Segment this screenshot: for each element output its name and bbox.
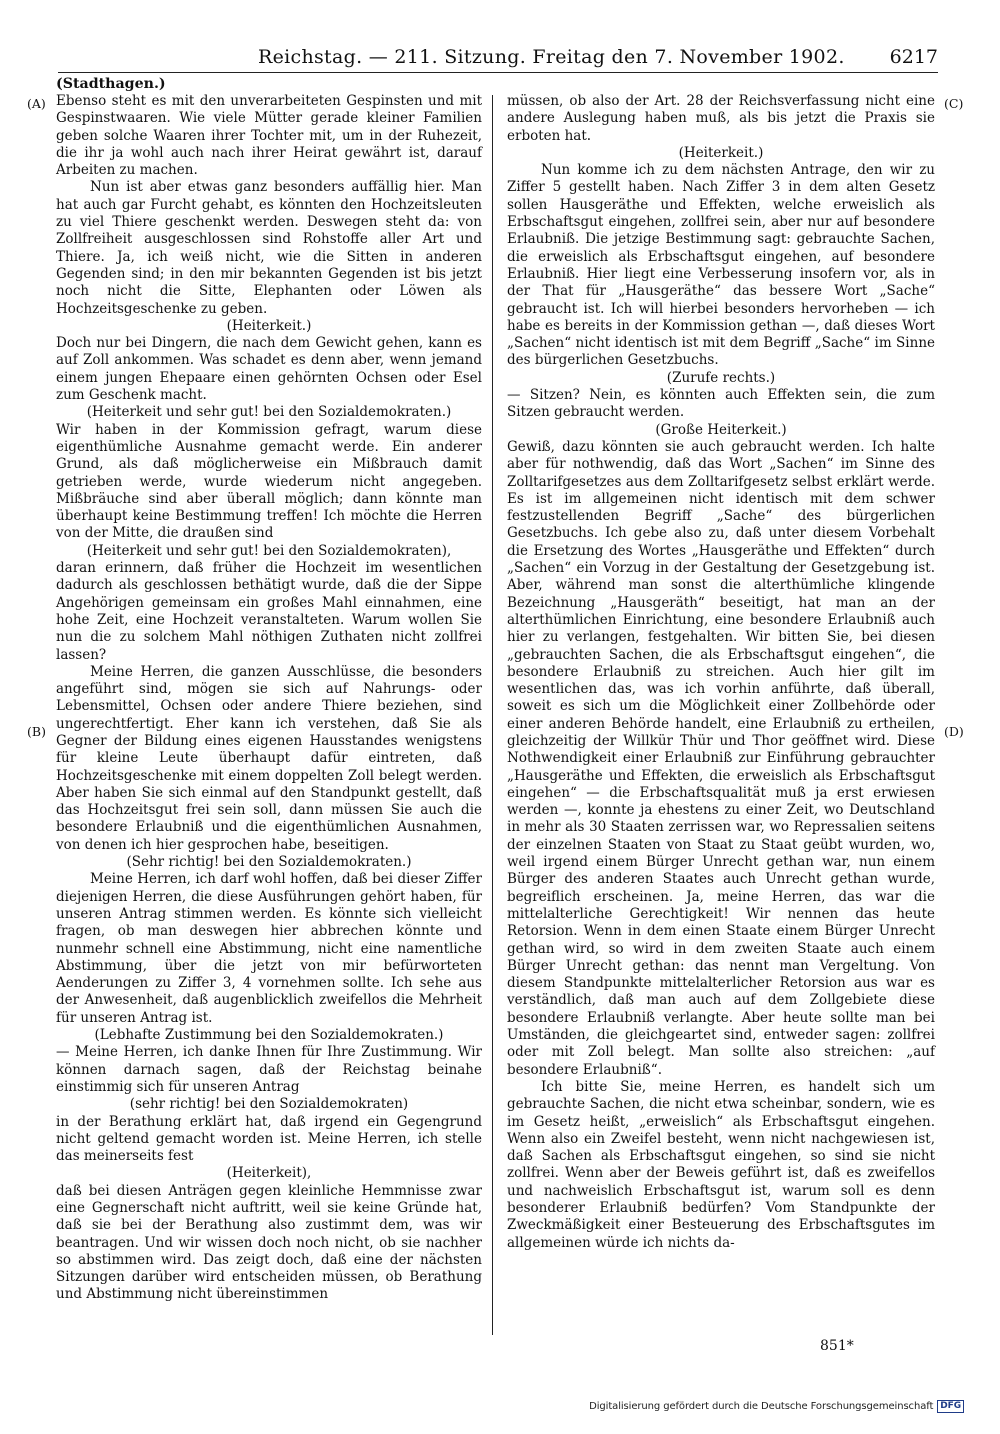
page-header: [58, 42, 938, 72]
paragraph: — Meine Herren, ich danke Ihnen für Ihre Zustimmung. Wir können darnach sagen, daß der Reichstag beinahe einstimmig sich für unseren Antrag: [56, 1044, 482, 1095]
interjection: (Heiterkeit),: [226, 1165, 312, 1182]
paragraph: Ebenso steht es mit den unverarbeiteten Gespinsten und mit Gespinstwaaren. Wie viele Mütter gerade kleiner Familien geben solche Waaren ihrer Tochter mit, um in der Ruhezeit, die ihr ja wohl auch nach ihrer Heirat gewährt ist, darauf Arbeiten zu machen.: [56, 93, 482, 179]
left-column: [56, 93, 482, 1304]
interjection: (Lebhafte Zustimmung bei den Sozialdemokraten.): [94, 1027, 444, 1044]
margin-mark-a: (A): [27, 96, 46, 111]
header-rule: [58, 72, 938, 73]
paragraph: Wir haben in der Kommission gefragt, warum diese eigenthümliche Ausnahme gemacht werde. Ein anderer Grund, als daß möglicherweise ein Mißbrauch damit getrieben werde, wurde wiederum nicht angegeben. Mißbräuche sind aber überall möglich; dann könnte man überhaupt keine Bestimmung treffen! Ich möchte die Herren von der Mitte, die draußen sind: [56, 421, 482, 542]
paragraph: müssen, ob also der Art. 28 der Reichsverfassung nicht eine andere Auslegung haben muß, als bis jetzt die Praxis sie erboten hat.: [507, 93, 935, 144]
paragraph: Ich bitte Sie, meine Herren, es handelt sich um gebrauchte Sachen, die nicht etwa scheinbar, sondern, wie es im Gesetz heißt, „erweislich“ als Erbschaftsgut eingehen. Wenn also ein Zweifel besteht, wenn nicht nachgewiesen ist, daß Sachen als Erbschaftsgut eingehen, so sind sie nicht zollfrei. Wenn aber der Beweis geführt ist, daß es zweifellos und nachweislich Erbschaftsgut ist, warum soll es denn besonderer Erlaubniß bedürfen? Vom Standpunkte der Zweckmäßigkeit einer Besteuerung des Erbschaftsgutes im allgemeinen würde ich nichts da-: [507, 1078, 935, 1251]
interjection: (Zurufe rechts.): [666, 369, 776, 386]
right-column: [507, 93, 935, 1252]
footer-credit: [589, 1400, 964, 1413]
paragraph: Nun ist aber etwas ganz besonders auffällig hier. Man hat auch gar Furcht gehabt, es könnten den Hochzeitsleuten zu viel Thiere geschenkt werden. Deswegen steht da: von Zollfreiheit ausgeschlossen sind Rohstoffe aller Art und Thiere. Ja, ich weiß nicht, wie die Sitten in anderen Gegenden sind; in den mir bekannten Gegenden ist bis jetzt noch nicht die Sitte, Elephanten oder Löwen als Hochzeitsgeschenke zu geben.: [56, 179, 482, 317]
page-number: 6217: [889, 46, 938, 68]
interjection: (Heiterkeit und sehr gut! bei den Sozialdemokraten.): [86, 404, 452, 421]
margin-mark-b: (B): [27, 724, 46, 739]
paragraph: in der Berathung erklärt hat, daß irgend ein Gegengrund nicht geltend gemacht worden ist. Meine Herren, ich stelle das meinerseits fest: [56, 1113, 482, 1165]
interjection: (Heiterkeit.): [226, 317, 312, 334]
column-divider: [492, 95, 493, 1335]
header-title: Reichstag. — 211. Sitzung. Freitag den 7. November 1902.: [258, 46, 845, 68]
interjection: (Große Heiterkeit.): [655, 421, 787, 438]
paragraph: — Sitzen? Nein, es könnten auch Effekten sein, die zum Sitzen gebraucht werden.: [507, 387, 935, 421]
paragraph: Meine Herren, ich darf wohl hoffen, daß bei dieser Ziffer diejenigen Herren, die diese Ausführungen gehört haben, für unseren Antrag stimmen werden. Es könnte sich vielleicht fragen, ob man deswegen hier abbrechen könnte und nunmehr schnell eine Abstimmung, nicht eine namentliche Abstimmung, über die jetzt von mir befürworteten Aenderungen zu Ziffer 3, 4 vornehmen sollte. Ich sehe aus der Anwesenheit, daß augenblicklich zweifellos die Mehrheit für unseren Antrag ist.: [56, 871, 482, 1026]
interjection: (Heiterkeit.): [678, 144, 764, 161]
paragraph: daran erinnern, daß früher die Hochzeit im wesentlichen dadurch als geschlossen bethätigt wurde, daß die der Sippe Angehörigen gemeinsam ein großes Mahl einnahmen, eine hohe Zeit, eine Hochzeit veranstalteten. Warum wollen Sie nun die zu solchem Mahl nöthigen Zuthaten nicht zollfrei lassen?: [56, 560, 482, 663]
paragraph: daß bei diesen Anträgen gegen kleinliche Hemmnisse zwar eine Gegnerschaft nicht auftritt, weil sie keine Gründe hat, daß sie bei der Berathung also zustimmt dem, was wir beantragen. Und wir wissen doch noch nicht, ob sie nachher so abstimmen wird. Das zeigt doch, daß eine der nächsten Sitzungen darüber wird entscheiden müssen, ob Berathung und Abstimmung nicht übereinstimmen: [56, 1182, 482, 1303]
speaker-name: (Stadthagen.): [56, 76, 166, 92]
paragraph: Doch nur bei Dingern, die nach dem Gewicht gehen, kann es auf Zoll ankommen. Was schadet es denn aber, wenn jemand einem jungen Ehepaare einen gehörnten Ochsen oder Esel zum Geschenk macht.: [56, 335, 482, 404]
interjection: (Heiterkeit und sehr gut! bei den Sozialdemokraten),: [86, 542, 452, 559]
paragraph: Meine Herren, die ganzen Ausschlüsse, die besonders angeführt sind, mögen sie sich auf Nahrungs- oder Lebensmittel, Ochsen oder andere Thiere beziehen, sind ungerechtfertigt. Eher kann ich verstehen, daß Sie als Gegner der Bildung eines eigenen Hausstandes wenigstens für kleine Leute überhaupt dafür eintreten, daß Hochzeitsgeschenke mit einem doppelten Zoll belegt werden. Aber haben Sie sich einmal auf den Standpunkt gestellt, daß das Hochzeitsgut frei sein soll, dann müssen Sie auch die besondere Erlaubniß und die eigenthümlichen Ausnahmen, von denen ich hier gesprochen habe, beseitigen.: [56, 663, 482, 853]
paragraph: Nun komme ich zu dem nächsten Antrage, den wir zu Ziffer 5 gestellt haben. Nach Ziffer 3 in dem alten Gesetz sollen Hausgeräthe und Effekten, welche erweislich als Erbschaftsgut eingehen, zollfrei sein, aber nur auf besondere Erlaubniß. Die jetzige Bestimmung sagt: gebrauchte Sachen, die erweislich als Erbschaftsgut eingehen, auf besondere Erlaubniß. Hier liegt eine Verbesserung insofern vor, als in der That für „Hausgeräthe“ das bessere Wort „Sache“ gebraucht ist. Ich will hierbei besonders hervorheben — ich habe es bereits in der Kommission gethan —, daß dieses Wort „Sachen“ nicht identisch ist mit dem Begriff „Sache“ im Sinne des bürgerlichen Gesetzbuchs.: [507, 162, 935, 369]
footer-credit-text: Digitalisierung gefördert durch die Deutsche Forschungsgemeinschaft: [589, 1401, 934, 1412]
interjection: (Sehr richtig! bei den Sozialdemokraten.): [126, 854, 412, 871]
paragraph: Gewiß, dazu könnten sie auch gebraucht werden. Ich halte aber für nothwendig, daß das Wort „Sachen“ im Sinne des Zolltarifgesetzes aus dem Zolltarifgesetz selbst erklärt werde. Es ist im allgemeinen nicht identisch mit dem schwer festzustellenden Begriff „Sache“ des bürgerlichen Gesetzbuchs. Ich gebe also zu, daß unter diesem Vorbehalt die Ersetzung des Wortes „Hausgeräthe und Effekten“ durch „Sachen“ ein Vorzug in der Gestaltung der Gesetzgebung ist. Aber, während man sonst die alterthümliche klingende Bezeichnung „Hausgeräth“ beseitigt, hat man an der alterthümlichen Einrichtung, eine besondere Erlaubniß auch hier zu verlangen, festgehalten. Wir bitten Sie, bei diesen „gebrauchten Sachen, die als Erbschaftsgut eingehen“, die besondere Erlaubniß zu streichen. Auch hier gilt im wesentlichen das, was ich vorhin anführte, daß überall, soweit es sich um die Möglichkeit einer Zollbehörde oder einer anderen Behörde handelt, eine Erlaubniß zu ertheilen, gleichzeitig der Willkür Thür und Thor geöffnet wird. Diese Nothwendigkeit einer Erlaubniß zur Einführung gebrauchter „Hausgeräthe und Effekten, die erweislich als Erbschaftsgut eingehen“ — die Erbschaftsqualität muß ja erst erwiesen werden —, konnte ja ehestens zu einer Zeit, wo Deutschland in mehr als 30 Staaten zerrissen war, wo Repressalien seitens der einzelnen Staaten von Staat zu Staat geübt wurden, wo, weil irgend einem Bürger Unrecht gethan war, nun einem Bürger des anderen Staates auch Unrecht gethan wurde, begreiflich erscheinen. Ja, meine Herren, das war die mittelalterliche Gerechtigkeit! Wir nennen das heute Retorsion. Wenn in dem einen Staate einem Bürger Unrecht gethan wird, so wird in dem zweiten Staate auch einem Bürger Unrecht gethan: das nennt man Vergeltung. Von diesem Standpunkte mittelalterlicher Retorsion aus war es verständlich, daß man auch auf dem Zollgebiete diese besondere Erlaubniß verlangte. Aber heute sollte man bei Umständen, die gleichgeartet sind, entweder sagen: zollfrei oder mit Zoll belegt. Man sollte also streichen: „auf besondere Erlaubniß“.: [507, 438, 935, 1078]
sheet-signature: 851*: [820, 1338, 854, 1354]
dfg-logo: DFG: [937, 1400, 964, 1413]
interjection: (sehr richtig! bei den Sozialdemokraten): [129, 1096, 409, 1113]
margin-mark-d: (D): [944, 724, 964, 739]
margin-mark-c: (C): [944, 96, 964, 111]
